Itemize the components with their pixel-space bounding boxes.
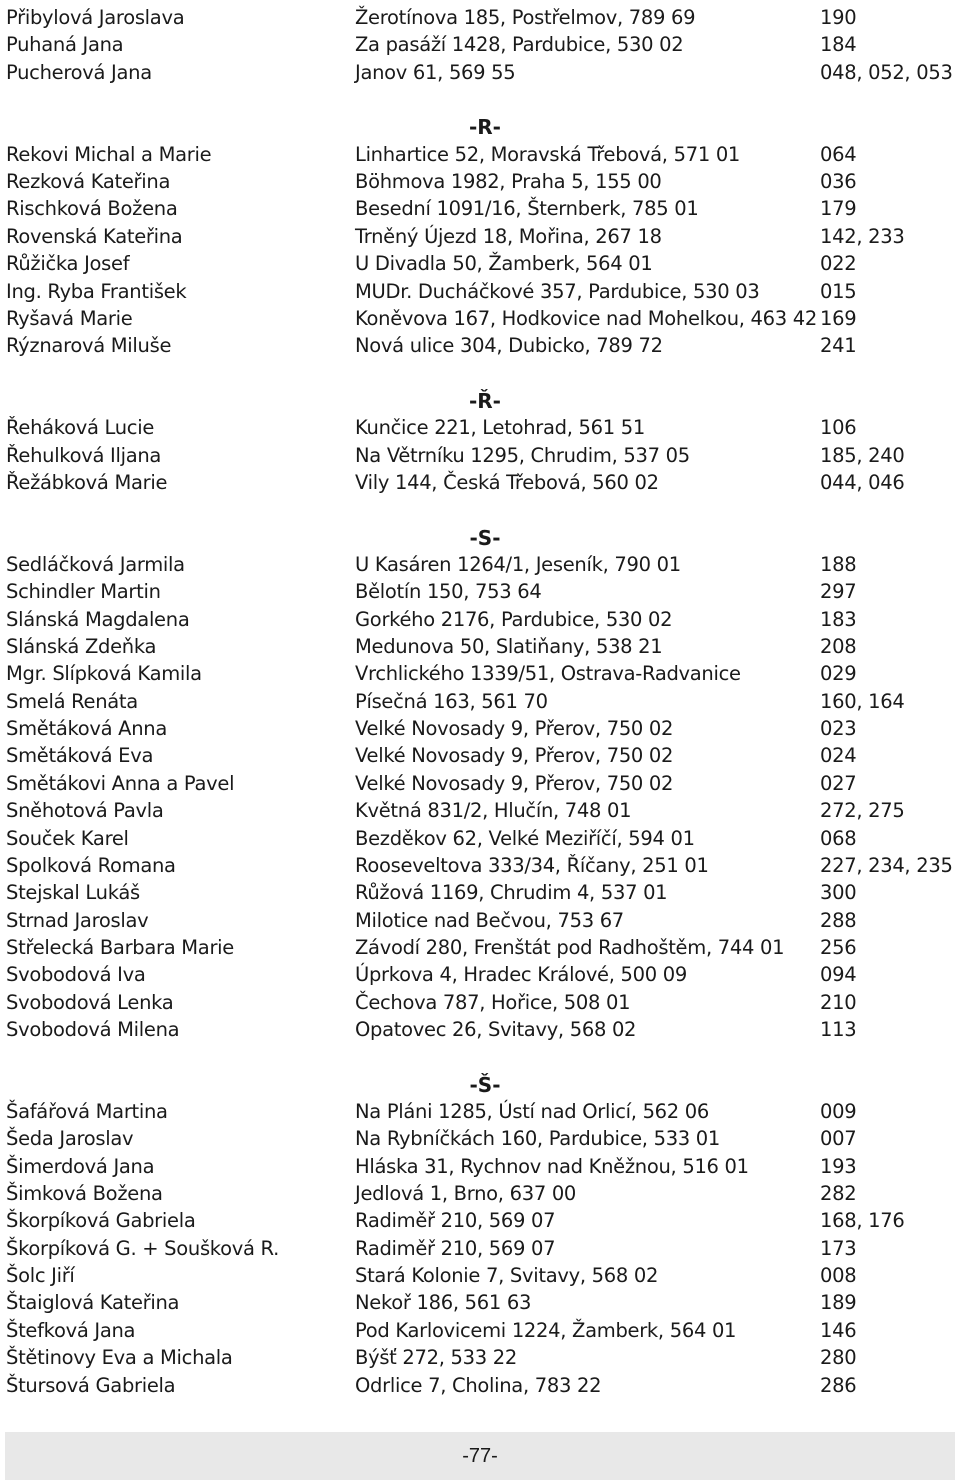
entry-pages: 008: [820, 1264, 857, 1288]
entry-pages: 193: [820, 1154, 857, 1178]
directory-entry: [0, 195, 960, 222]
directory-entry: [0, 59, 960, 86]
entry-pages: 210: [820, 990, 857, 1014]
directory-entry: [0, 852, 960, 879]
entry-name: Svobodová Iva: [6, 963, 146, 987]
directory-entry: [0, 578, 960, 605]
entry-pages: 007: [820, 1127, 857, 1151]
directory-entry: [0, 989, 960, 1016]
entry-address: Rooseveltova 333/34, Říčany, 251 01: [355, 853, 709, 877]
entry-pages: 094: [820, 963, 857, 987]
entry-name: Řehulková Iljana: [6, 443, 162, 467]
entry-name: Štaiglová Kateřina: [6, 1291, 180, 1315]
entry-address: Závodí 280, Frenštát pod Radhoštěm, 744 01: [355, 935, 785, 959]
entry-pages: 027: [820, 771, 857, 795]
entry-address: Hláska 31, Rychnov nad Kněžnou, 516 01: [355, 1154, 749, 1178]
section-heading: [0, 112, 960, 142]
entry-pages: 227, 234, 235: [820, 853, 953, 877]
entry-address: Býšť 272, 533 22: [355, 1346, 517, 1370]
directory-entry: [0, 961, 960, 988]
entry-name: Rovenská Kateřina: [6, 224, 183, 248]
entry-address: Vrchlického 1339/51, Ostrava-Radvanice: [355, 662, 741, 686]
entry-name: Štefková Jana: [6, 1318, 136, 1342]
entry-pages: 272, 275: [820, 799, 905, 823]
entry-pages: 189: [820, 1291, 857, 1315]
directory-entry: [0, 1317, 960, 1344]
entry-pages: 169: [820, 306, 857, 330]
entry-address: Radiměř 210, 569 07: [355, 1209, 556, 1233]
entry-name: Svobodová Milena: [6, 1017, 180, 1041]
entry-name: Smětákovi Anna a Pavel: [6, 771, 235, 795]
directory-entry: [0, 1262, 960, 1289]
entry-address: Žerotínova 185, Postřelmov, 789 69: [355, 6, 696, 29]
entry-pages: 168, 176: [820, 1209, 905, 1233]
directory-entry: [0, 1235, 960, 1262]
entry-pages: 113: [820, 1017, 857, 1041]
entry-address: Koněvova 167, Hodkovice nad Mohelkou, 463 42: [355, 306, 817, 330]
entry-pages: 044, 046: [820, 470, 905, 494]
entry-name: Puhaná Jana: [6, 33, 124, 57]
entry-address: Jedlová 1, Brno, 637 00: [355, 1182, 577, 1206]
directory-entry: [0, 633, 960, 660]
entry-name: Rýznarová Miluše: [6, 334, 172, 358]
entry-name: Šimková Božena: [6, 1182, 163, 1206]
directory-entry: [0, 770, 960, 797]
directory-entry: [0, 469, 960, 496]
entry-name: Ryšavá Marie: [6, 306, 133, 330]
entry-name: Sedláčková Jarmila: [6, 553, 185, 576]
entry-address: Linhartice 52, Moravská Třebová, 571 01: [355, 142, 741, 166]
entry-name: Ing. Ryba František: [6, 279, 187, 303]
entry-name: Škorpíková Gabriela: [6, 1209, 196, 1233]
entry-address: Pod Karlovicemi 1224, Žamberk, 564 01: [355, 1318, 737, 1342]
entry-name: Schindler Martin: [6, 580, 161, 604]
footer-bar: [5, 1432, 955, 1480]
directory-entry: [0, 797, 960, 824]
directory-entry: [0, 1180, 960, 1207]
directory-entry: [0, 1344, 960, 1371]
entry-pages: 015: [820, 279, 857, 303]
entry-name: Mgr. Slípková Kamila: [6, 662, 202, 686]
entry-name: Smelá Renáta: [6, 689, 138, 713]
entry-address: Čechova 787, Hořice, 508 01: [355, 990, 631, 1014]
entry-pages: 280: [820, 1346, 857, 1370]
entry-pages: 241: [820, 334, 857, 358]
section-heading-label: -R-: [468, 115, 501, 140]
directory-entry: [0, 31, 960, 58]
entry-address: Milotice nad Bečvou, 753 67: [355, 908, 624, 932]
entry-name: Růžička Josef: [6, 252, 130, 276]
entry-address: Na Rybníčkách 160, Pardubice, 533 01: [355, 1127, 721, 1151]
entry-pages: 106: [820, 416, 857, 440]
directory-entry: [0, 4, 960, 31]
entry-address: MUDr. Ducháčkové 357, Pardubice, 530 03: [355, 279, 760, 303]
entry-pages: 256: [820, 935, 857, 959]
entry-name: Smětáková Anna: [6, 717, 167, 741]
directory-entry: [0, 223, 960, 250]
directory-entry: [0, 606, 960, 633]
entry-name: Sněhotová Pavla: [6, 799, 164, 823]
entry-address: Růžová 1169, Chrudim 4, 537 01: [355, 881, 668, 905]
directory-entry: [0, 1372, 960, 1399]
entry-address: Böhmova 1982, Praha 5, 155 00: [355, 170, 662, 194]
entry-name: Škorpíková G. + Soušková R.: [6, 1236, 279, 1260]
entry-address: Za pasáží 1428, Pardubice, 530 02: [355, 33, 684, 57]
entry-name: Řežábková Marie: [6, 470, 168, 494]
entry-address: Úprkova 4, Hradec Králové, 500 09: [355, 963, 687, 987]
entry-name: Šimerdová Jana: [6, 1154, 155, 1178]
directory-entry: [0, 305, 960, 332]
directory-entry: [0, 879, 960, 906]
entry-address: Velké Novosady 9, Přerov, 750 02: [355, 717, 674, 741]
directory-entry: [0, 442, 960, 469]
entry-pages: 009: [820, 1100, 857, 1123]
directory-entry: [0, 278, 960, 305]
directory-entry: [0, 825, 960, 852]
entry-address: Stará Kolonie 7, Svitavy, 568 02: [355, 1264, 659, 1288]
entry-pages: 036: [820, 170, 857, 194]
entry-name: Rischková Božena: [6, 197, 178, 221]
entry-pages: 064: [820, 142, 857, 166]
entry-pages: 297: [820, 580, 857, 604]
directory-entry: [0, 332, 960, 359]
entry-pages: 146: [820, 1318, 857, 1342]
directory-entry: [0, 250, 960, 277]
entry-address: Gorkého 2176, Pardubice, 530 02: [355, 607, 673, 631]
entry-name: Rezková Kateřina: [6, 170, 171, 194]
entry-name: Souček Karel: [6, 826, 129, 850]
entry-name: Šolc Jiří: [6, 1264, 75, 1288]
entry-pages: 024: [820, 744, 857, 768]
directory-entry: [0, 414, 960, 441]
directory-entry: [0, 742, 960, 769]
directory-entry: [0, 1016, 960, 1043]
directory-entry: [0, 141, 960, 168]
entry-pages: 160, 164: [820, 689, 905, 713]
entry-address: Trněný Újezd 18, Mořina, 267 18: [355, 224, 662, 248]
entry-name: Přibylová Jaroslava: [6, 6, 185, 29]
entry-pages: 023: [820, 717, 857, 741]
section-heading: [0, 523, 960, 553]
entry-pages: 184: [820, 33, 857, 57]
section-heading-label: -Ř-: [468, 388, 501, 413]
entry-name: Střelecká Barbara Marie: [6, 935, 234, 959]
entry-name: Smětáková Eva: [6, 744, 154, 768]
entry-address: Janov 61, 569 55: [355, 60, 516, 84]
entry-name: Slánská Zdeňka: [6, 635, 157, 659]
entry-address: U Divadla 50, Žamberk, 564 01: [355, 252, 653, 276]
directory-entry: [0, 688, 960, 715]
entry-pages: 183: [820, 607, 857, 631]
directory-entry: [0, 715, 960, 742]
entry-address: Vily 144, Česká Třebová, 560 02: [355, 470, 659, 494]
entry-address: Na Větrníku 1295, Chrudim, 537 05: [355, 443, 690, 467]
entry-pages: 282: [820, 1182, 857, 1206]
entry-name: Rekovi Michal a Marie: [6, 142, 212, 166]
directory-entry: [0, 907, 960, 934]
entry-address: U Kasáren 1264/1, Jeseník, 790 01: [355, 553, 681, 576]
entry-address: Besední 1091/16, Šternberk, 785 01: [355, 197, 699, 221]
entry-address: Písečná 163, 561 70: [355, 689, 548, 713]
section-heading: [0, 1070, 960, 1100]
page-number: -77-: [462, 1445, 498, 1467]
entry-pages: 173: [820, 1236, 857, 1260]
entry-name: Štursová Gabriela: [6, 1373, 176, 1397]
entry-name: Šeda Jaroslav: [6, 1127, 134, 1151]
entry-name: Svobodová Lenka: [6, 990, 174, 1014]
directory-entry: [0, 1125, 960, 1152]
section-heading: [0, 386, 960, 416]
entry-address: Odrlice 7, Cholina, 783 22: [355, 1373, 602, 1397]
entry-pages: 179: [820, 197, 857, 221]
directory-entry: [0, 168, 960, 195]
entry-name: Strnad Jaroslav: [6, 908, 149, 932]
entry-name: Slánská Magdalena: [6, 607, 190, 631]
entry-address: Kunčice 221, Letohrad, 561 51: [355, 416, 645, 440]
entry-address: Opatovec 26, Svitavy, 568 02: [355, 1017, 637, 1041]
entry-address: Radiměř 210, 569 07: [355, 1236, 556, 1260]
entry-pages: 286: [820, 1373, 857, 1397]
entry-name: Stejskal Lukáš: [6, 881, 140, 905]
entry-pages: 068: [820, 826, 857, 850]
section-heading-label: -Š-: [469, 1072, 501, 1097]
entry-pages: 300: [820, 881, 857, 905]
entry-address: Nová ulice 304, Dubicko, 789 72: [355, 334, 663, 358]
entry-pages: 288: [820, 908, 857, 932]
entry-pages: 185, 240: [820, 443, 905, 467]
directory-entry: [0, 1153, 960, 1180]
entry-name: Spolková Romana: [6, 853, 176, 877]
section-heading-label: -S-: [469, 525, 501, 550]
entry-name: Řeháková Lucie: [6, 416, 155, 440]
entry-address: Velké Novosady 9, Přerov, 750 02: [355, 744, 674, 768]
entry-pages: 029: [820, 662, 857, 686]
entry-address: Velké Novosady 9, Přerov, 750 02: [355, 771, 674, 795]
entry-pages: 208: [820, 635, 857, 659]
entry-pages: 048, 052, 053: [820, 60, 953, 84]
entry-pages: 188: [820, 553, 857, 576]
entry-address: Na Pláni 1285, Ústí nad Orlicí, 562 06: [355, 1100, 710, 1123]
entry-name: Šafářová Martina: [6, 1100, 168, 1123]
entry-address: Nekoř 186, 561 63: [355, 1291, 532, 1315]
entry-pages: 142, 233: [820, 224, 905, 248]
entry-name: Štětinovy Eva a Michala: [6, 1346, 233, 1370]
entry-address: Medunova 50, Slatiňany, 538 21: [355, 635, 663, 659]
directory-entry: [0, 1289, 960, 1316]
entry-pages: 022: [820, 252, 857, 276]
entry-name: Pucherová Jana: [6, 60, 152, 84]
entry-address: Bělotín 150, 753 64: [355, 580, 542, 604]
directory-entry: [0, 934, 960, 961]
directory-entry: [0, 1098, 960, 1125]
directory-entry: [0, 551, 960, 578]
directory-entry: [0, 660, 960, 687]
entry-address: Květná 831/2, Hlučín, 748 01: [355, 799, 632, 823]
entry-pages: 190: [820, 6, 857, 29]
directory-entry: [0, 1207, 960, 1234]
entry-address: Bezděkov 62, Velké Meziříčí, 594 01: [355, 826, 695, 850]
